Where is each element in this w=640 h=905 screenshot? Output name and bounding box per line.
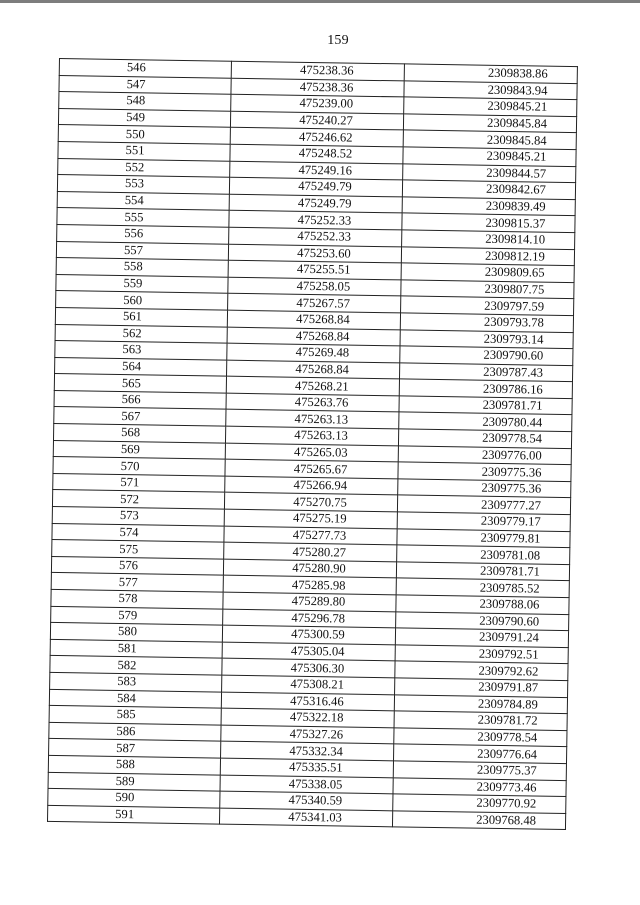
cell-value: 2309815.37: [485, 215, 546, 231]
cell-value: 2309778.54: [477, 729, 538, 745]
cell-value: 566: [121, 392, 141, 407]
cell-value: 2309786.16: [482, 381, 543, 397]
cell-value: 557: [123, 242, 144, 258]
cell-value: 475280.90: [292, 560, 346, 576]
cell-value: 2309844.57: [486, 165, 547, 181]
cell-value: 475277.73: [292, 527, 347, 543]
cell-value: 2309773.46: [476, 779, 537, 795]
cell-value: 2309797.59: [484, 298, 545, 314]
cell-value: 570: [120, 458, 140, 473]
coordinates-table-body: [48, 59, 578, 830]
cell-value: 2309784.89: [477, 696, 538, 712]
cell-value: 475249.79: [297, 195, 352, 211]
cell-value: 475249.79: [298, 179, 352, 195]
cell-value: 2309812.19: [484, 248, 545, 264]
cell-value: 576: [118, 558, 139, 573]
cell-value: 475327.26: [289, 726, 344, 742]
y-coordinate-cell: [392, 811, 565, 830]
cell-value: 2309838.86: [487, 66, 548, 81]
cell-value: 555: [124, 209, 144, 224]
cell-value: 2309793.14: [483, 331, 544, 347]
cell-value: 2309791.24: [478, 630, 539, 646]
cell-value: 2309779.81: [480, 530, 541, 546]
cell-value: 475266.94: [293, 477, 348, 493]
cell-value: 564: [122, 359, 142, 374]
cell-value: 475253.60: [297, 245, 351, 261]
cell-value: 563: [122, 342, 142, 357]
cell-value: 2309787.43: [483, 364, 544, 380]
cell-value: 2309777.27: [481, 497, 542, 513]
cell-value: 573: [119, 508, 139, 523]
cell-value: 475275.19: [292, 511, 347, 526]
cell-value: 475332.34: [289, 743, 344, 759]
cell-value: 568: [121, 425, 141, 440]
cell-value: 586: [116, 724, 136, 739]
cell-value: 2309779.17: [480, 514, 541, 529]
cell-value: 475248.52: [298, 146, 353, 161]
cell-value: 567: [121, 408, 141, 424]
cell-value: 574: [119, 524, 139, 540]
cell-value: 548: [126, 93, 146, 108]
cell-value: 2309842.67: [485, 182, 547, 198]
coordinates-table: [47, 58, 578, 830]
cell-value: 550: [125, 126, 145, 142]
cell-value: 560: [123, 292, 143, 307]
cell-value: 2309775.36: [481, 480, 542, 496]
cell-value: 475267.57: [296, 295, 351, 311]
cell-value: 2309845.84: [486, 132, 547, 148]
cell-value: 475246.62: [298, 129, 353, 145]
x-coordinate-cell: [219, 808, 392, 827]
cell-value: 475306.30: [290, 660, 345, 676]
cell-value: 475255.51: [296, 262, 351, 278]
cell-value: 475265.03: [293, 444, 348, 460]
cell-value: 2309807.75: [484, 281, 545, 297]
cell-value: 546: [126, 60, 146, 75]
page-number: 159: [327, 33, 349, 48]
cell-value: 580: [117, 624, 138, 639]
cell-value: 2309775.37: [476, 762, 537, 778]
cell-value: 547: [126, 76, 146, 92]
cell-value: 475280.27: [292, 544, 347, 560]
cell-value: 579: [118, 607, 138, 623]
cell-value: 2309770.92: [476, 796, 537, 812]
cell-value: 549: [126, 110, 146, 125]
cell-value: 2309790.60: [479, 613, 540, 629]
cell-value: 2309776.64: [477, 746, 538, 762]
cell-value: 475268.84: [295, 328, 350, 344]
cell-value: 2309788.06: [479, 596, 540, 612]
cell-value: 583: [117, 674, 137, 689]
cell-value: 475263.13: [294, 428, 348, 443]
cell-value: 585: [116, 707, 136, 722]
cell-value: 577: [118, 574, 138, 590]
cell-value: 475268.84: [296, 311, 350, 327]
cell-value: 559: [123, 276, 143, 291]
cell-value: 475341.03: [288, 809, 342, 825]
cell-value: 475296.78: [291, 610, 346, 626]
cell-value: 2309845.21: [486, 148, 547, 164]
cell-value: 572: [120, 491, 140, 507]
point-number-cell: [48, 805, 220, 824]
cell-value: 565: [121, 375, 141, 390]
cell-value: 2309791.87: [478, 679, 539, 695]
cell-value: 475335.51: [289, 759, 343, 775]
cell-value: 2309776.00: [481, 447, 542, 463]
cell-value: 591: [115, 806, 135, 822]
cell-value: 581: [117, 641, 137, 656]
cell-value: 2309792.51: [478, 646, 539, 662]
cell-value: 2309839.49: [485, 198, 546, 214]
cell-value: 475300.59: [291, 627, 345, 643]
cell-value: 475285.98: [291, 577, 346, 593]
cell-value: 2309845.84: [487, 115, 548, 131]
cell-value: 475338.05: [288, 776, 343, 792]
cell-value: 475270.75: [293, 494, 347, 510]
cell-value: 590: [115, 790, 135, 805]
cell-value: 475252.33: [297, 212, 352, 228]
cell-value: 2309781.72: [477, 713, 538, 729]
cell-value: 551: [125, 143, 145, 158]
cell-value: 575: [119, 541, 139, 556]
cell-value: 475269.48: [295, 345, 350, 360]
cell-value: 556: [124, 226, 144, 241]
cell-value: 2309775.36: [481, 464, 542, 480]
cell-value: 475263.76: [294, 394, 349, 410]
cell-value: 475240.27: [299, 112, 353, 128]
cell-value: 561: [122, 309, 142, 324]
cell-value: 553: [124, 176, 145, 191]
cell-value: 2309781.71: [482, 397, 543, 413]
cell-value: 588: [115, 757, 135, 772]
cell-value: 582: [117, 657, 137, 672]
cell-value: 2309845.21: [487, 99, 548, 115]
cell-value: 2309768.48: [476, 812, 537, 828]
cell-value: 2309785.52: [479, 580, 540, 596]
cell-value: 475239.00: [299, 96, 354, 112]
top-scan-edge: [0, 0, 640, 3]
cell-value: 552: [125, 159, 145, 175]
cell-value: 475265.67: [293, 461, 348, 477]
cell-value: 475289.80: [291, 594, 346, 609]
cell-value: 475305.04: [290, 643, 345, 659]
cell-value: 2309793.78: [483, 314, 544, 330]
cell-value: 589: [115, 773, 135, 789]
cell-value: 2309780.44: [482, 414, 543, 430]
cell-value: 578: [118, 591, 138, 606]
cell-value: 584: [116, 690, 137, 706]
cell-value: 2309781.08: [480, 547, 541, 563]
cell-value: 475340.59: [288, 793, 343, 808]
cell-value: 475249.16: [298, 162, 353, 178]
cell-value: 562: [122, 325, 142, 341]
cell-value: 475252.33: [297, 229, 352, 244]
cell-value: 2309843.94: [487, 82, 548, 98]
cell-value: 475308.21: [290, 676, 345, 692]
cell-value: 2309792.62: [478, 663, 539, 679]
cell-value: 2309781.71: [479, 563, 541, 579]
cell-value: 558: [123, 259, 143, 274]
cell-value: 2309809.65: [484, 265, 545, 281]
cell-value: 554: [124, 193, 144, 208]
cell-value: 475238.36: [299, 79, 354, 95]
cell-value: 569: [120, 441, 140, 457]
cell-value: 475316.46: [290, 693, 344, 709]
cell-value: 571: [120, 475, 140, 490]
cell-value: 2309790.60: [483, 348, 544, 364]
cell-value: 475258.05: [296, 278, 351, 294]
cell-value: 2309814.10: [485, 231, 546, 247]
cell-value: 475268.84: [295, 361, 350, 377]
cell-value: 2309778.54: [482, 431, 543, 446]
cell-value: 475322.18: [289, 710, 344, 726]
cell-value: 475263.13: [294, 411, 349, 427]
cell-value: 475238.36: [299, 63, 354, 78]
cell-value: 587: [116, 740, 136, 755]
cell-value: 475268.21: [295, 378, 349, 394]
